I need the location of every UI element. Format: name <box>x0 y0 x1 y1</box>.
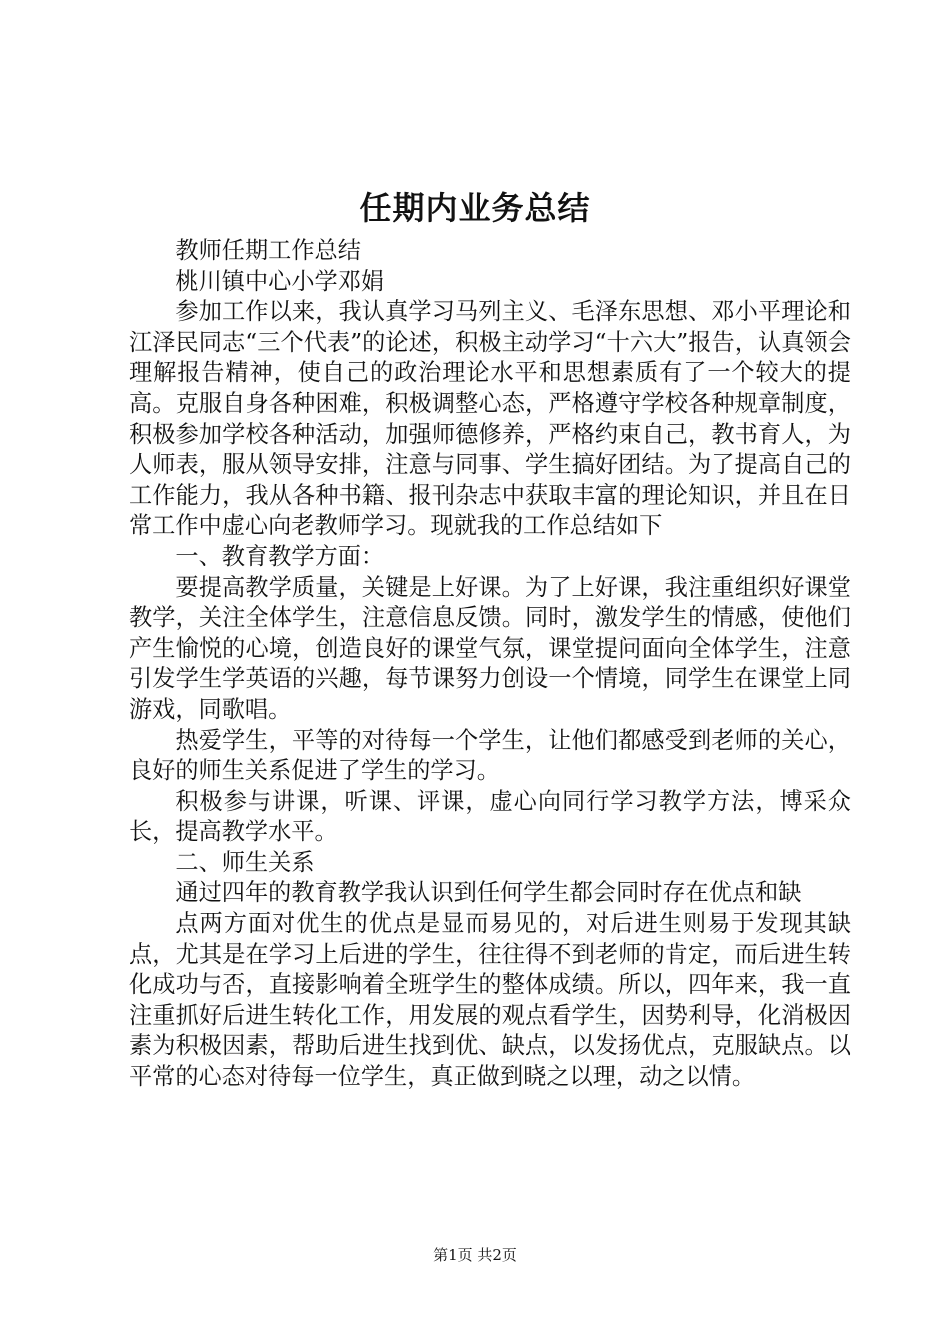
paragraph-author: 桃川镇中心小学邓娟 <box>175 267 385 295</box>
paragraph-subtitle: 教师任期工作总结 <box>175 237 361 264</box>
paragraph-love-students: 热爱学生，平等的对待每一个学生，让他们都感受到老师的关心，良好的师生关系促进了学生的学习。 <box>129 726 851 785</box>
section-heading-teaching: 一、教育教学方面： <box>175 542 385 570</box>
document-body <box>129 236 851 1093</box>
section-heading-relationship: 二、师生关系 <box>175 848 315 876</box>
paragraph-lectures: 积极参与讲课，听课、评课，虚心向同行学习教学方法，博采众长，提高教学水平。 <box>129 787 851 846</box>
paragraph-weak-students: 点两方面对优生的优点是显而易见的，对后进生则易于发现其缺点，尤其是在学习上后进的学生，往往得不到老师的肯定，而后进生转化成功与否，直接影响着全班学生的整体成绩。所以，四年来，我一直注重抓好后进生转化工作，用发展的观点看学生，因势利导，化消极因素为积极因素，帮助后进生找到优、缺点，以发扬优点，克服缺点。以平常的心态对待每一位学生，真正做到晓之以理，动之以情。 <box>129 910 851 1091</box>
page-footer: 第1页 共2页 <box>433 1246 517 1264</box>
paragraph-teaching-quality: 要提高教学质量，关键是上好课。为了上好课，我注重组织好课堂教学，关注全体学生，注意信息反馈。同时，激发学生的情感，使他们产生愉悦的心境，创造良好的课堂气氛，课堂提问面向全体学生，注意引发学生学英语的兴趣，每节课努力创设一个情境，同学生在课堂上同游戏，同歌唱。 <box>129 573 851 723</box>
paragraph-intro: 参加工作以来，我认真学习马列主义、毛泽东思想、邓小平理论和江泽民同志“三个代表”的论述，积极主动学习“十六大”报告，认真领会理解报告精神，使自己的政治理论水平和思想素质有了一个较大的提高。克服自身各种困难，积极调整心态，严格遵守学校各种规章制度，积极参加学校各种活动，加强师德修养，严格约束自己，教书育人，为人师表，服从领导安排，注意与同事、学生搞好团结。为了提高自己的工作能力，我从各种书籍、报刊杂志中获取丰富的理论知识，并且在日常工作中虚心向老教师学习。现就我的工作总结如下 <box>129 298 851 540</box>
document-title: 任期内业务总结 <box>359 189 591 227</box>
paragraph-strengths: 通过四年的教育教学我认识到任何学生都会同时存在优点和缺 <box>175 879 802 907</box>
